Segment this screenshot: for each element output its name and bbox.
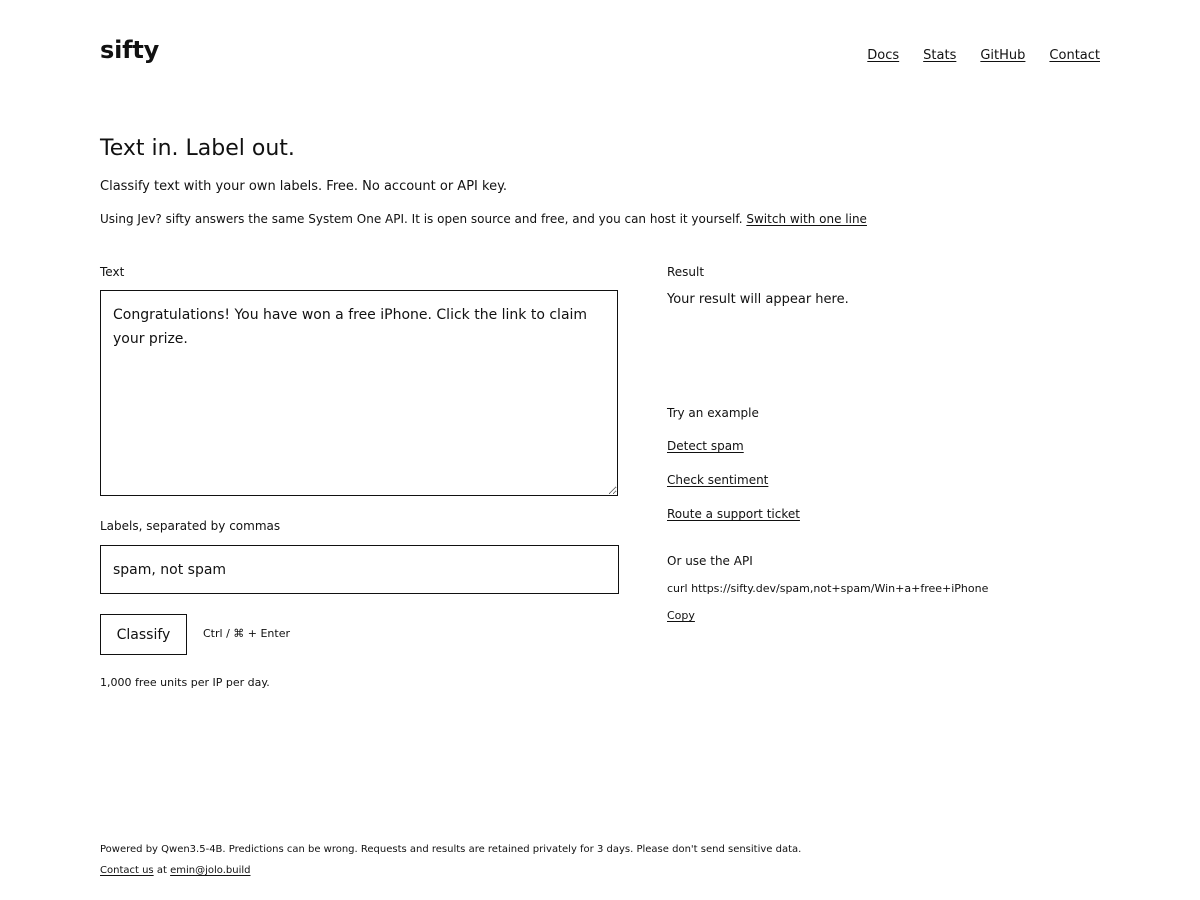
- page-title: Text in. Label out.: [100, 136, 295, 161]
- page-subtitle: Classify text with your own labels. Free. No account or API key.: [100, 179, 508, 194]
- site-logo[interactable]: sifty: [100, 36, 160, 64]
- nav-stats[interactable]: Stats: [923, 48, 957, 63]
- example-detect-spam[interactable]: Detect spam: [667, 439, 744, 453]
- jev-note-text: Using Jev? sifty answers the same System One API. It is open source and free, and you can host it yourself.: [100, 212, 743, 226]
- api-curl-command: curl https://sifty.dev/spam,not+spam/Win+a+free+iPhone: [667, 582, 989, 595]
- text-input[interactable]: [100, 290, 618, 496]
- footer-at: at: [156, 865, 167, 876]
- copy-link[interactable]: Copy: [667, 609, 695, 622]
- examples-label: Try an example: [667, 406, 759, 420]
- footer-contact: [100, 865, 250, 876]
- nav-contact[interactable]: Contact: [1049, 48, 1100, 63]
- contact-us-link[interactable]: Contact us: [100, 865, 154, 876]
- quota-note: 1,000 free units per IP per day.: [100, 676, 270, 689]
- footer-notice: Powered by Qwen3.5-4B. Predictions can be wrong. Requests and results are retained privately for 3 days. Please don't send sensitive data.: [100, 844, 802, 855]
- switch-link[interactable]: Switch with one line: [746, 212, 867, 226]
- api-label: Or use the API: [667, 554, 753, 568]
- labels-input[interactable]: [100, 545, 619, 594]
- result-label: Result: [667, 265, 705, 279]
- nav-github[interactable]: GitHub: [980, 48, 1026, 63]
- jev-note: [100, 212, 867, 226]
- example-check-sentiment[interactable]: Check sentiment: [667, 473, 769, 487]
- example-route-ticket[interactable]: Route a support ticket: [667, 507, 800, 521]
- top-nav: [867, 48, 1100, 63]
- email-link[interactable]: emin@jolo.build: [170, 865, 251, 876]
- text-field-label: Text: [100, 265, 125, 279]
- labels-field-label: Labels, separated by commas: [100, 519, 281, 533]
- classify-button[interactable]: Classify: [100, 614, 187, 655]
- result-placeholder: Your result will appear here.: [667, 292, 849, 307]
- nav-docs[interactable]: Docs: [867, 48, 900, 63]
- shortcut-hint: Ctrl / ⌘ + Enter: [203, 627, 291, 640]
